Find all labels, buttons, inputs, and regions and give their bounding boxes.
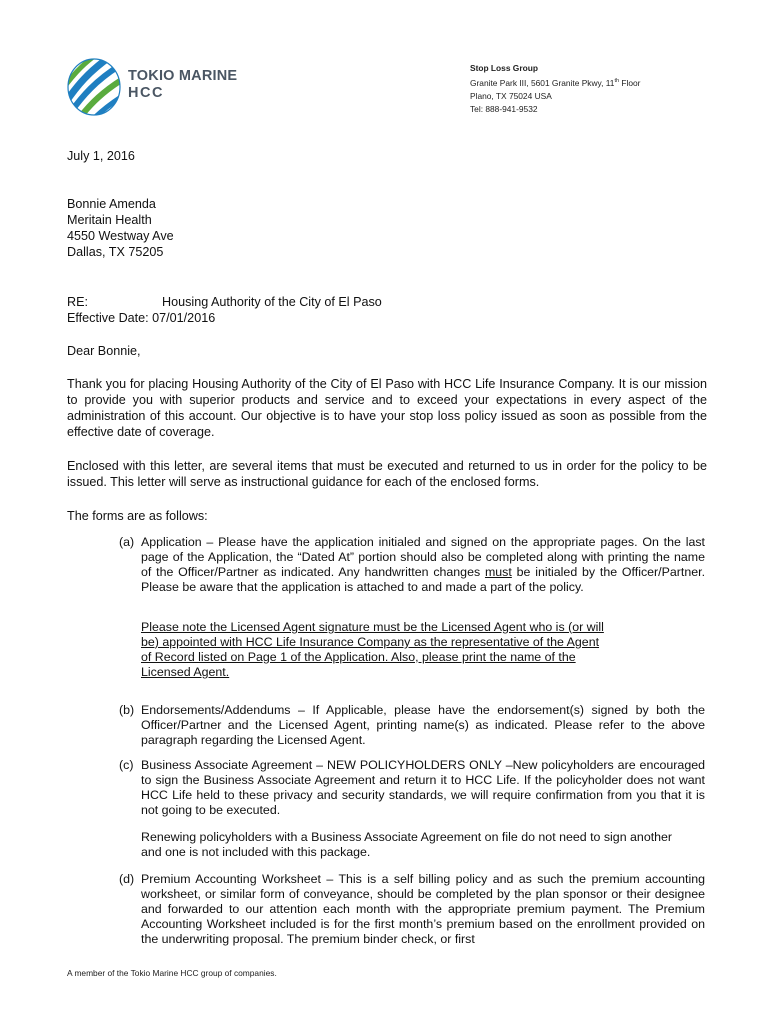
recipient-company: Meritain Health (67, 213, 152, 227)
return-address-group: Stop Loss Group (470, 63, 538, 73)
item-text-start: Application – Please have the application initialed and signed on the appropriate pages. On the last page of the Application, the “Dated At” portion should also be completed along with printing the name of the Officer/Partner as indicated. Any handwritten changes (141, 535, 705, 579)
effective-date-label: Effective Date: (67, 311, 149, 325)
item-text-emphasis: must (484, 565, 512, 579)
return-address-phone: Tel: 888-941-9532 (470, 103, 538, 114)
item-marker: (b) (119, 703, 135, 717)
item-marker: (a) (119, 535, 135, 549)
forms-intro: The forms are as follows: (67, 509, 208, 523)
effective-date-line (67, 310, 382, 326)
letter-date: July 1, 2016 (67, 149, 135, 163)
recipient-address (67, 196, 174, 260)
return-address-floor-suffix: th (614, 78, 620, 84)
intro-paragraph: Thank you for placing Housing Authority of the City of El Paso with HCC Life Insurance Company. It is our mission to provide you with superior products and service and to exceed your expectations in every aspect of the administration of this account. Our objective is to have your stop loss policy issued as soon as possible from the effective date of coverage. (67, 377, 707, 439)
recipient-street: 4550 Westway Ave (67, 229, 174, 243)
item-text: Premium Accounting Worksheet – This is a self billing policy and as such the premium accounting worksheet, or similar form of conveyance, should be completed by the plan sponsor or their designee and forwarded to our attention each month with the appropriate premium payment. The Premium Accounting Worksheet included is for the first month’s premium based on the enrollment provided on the underwriting proposal. The premium binder check, or first (141, 872, 705, 946)
renewing-note (141, 830, 681, 860)
item-marker: (c) (119, 758, 134, 772)
return-address-line1-main: Granite Park III, 5601 Granite Pkwy, 11 (470, 77, 615, 88)
form-item-premium-worksheet (119, 872, 705, 947)
item-marker: (d) (119, 872, 135, 886)
globe-logo-icon (66, 56, 124, 118)
item-text (141, 535, 705, 595)
form-item-application (119, 535, 705, 595)
re-label: RE: (67, 295, 88, 309)
item-text-end: be initialed by the Officer/Partner. Please be aware that the application is attached to and made a part of the policy. (141, 565, 706, 594)
enclosure-paragraph: Enclosed with this letter, are several items that must be executed and returned to us in order for the policy to be issued. This letter will serve as instructional guidance for each of the enclosed forms. (67, 459, 707, 489)
form-item-business-associate (119, 758, 705, 818)
recipient-name: Bonnie Amenda (67, 197, 156, 211)
item-text: Business Associate Agreement – NEW POLICYHOLDERS ONLY –New policyholders are encouraged to sign the Business Associate Agreement and return it to HCC Life. If the policyholder does not want HCC Life held to these privacy and security standards, we will require confirmation from you that it is not going to be executed. (141, 758, 705, 817)
logo-text-line2: HCC (128, 85, 164, 101)
return-address-line2: Plano, TX 75024 USA (470, 90, 552, 101)
return-address-line1-end: Floor (619, 77, 641, 88)
re-line (67, 294, 382, 310)
re-value: Housing Authority of the City of El Paso (162, 295, 382, 309)
licensed-agent-note: Please note the Licensed Agent signature must be the Licensed Agent who is (or will be) appointed with HCC Life Insurance Company as the representative of the Agent of Record listed on Page 1 of the Application. Also, please print the name of the Licensed Agent. (141, 620, 604, 679)
page-footer: A member of the Tokio Marine HCC group of companies. (67, 968, 277, 978)
renewing-text: Renewing policyholders with a Business Associate Agreement on file do not need to sign another and one is not included with this package. (141, 830, 673, 859)
recipient-city: Dallas, TX 75205 (67, 245, 164, 259)
company-logo (66, 56, 241, 124)
greeting: Dear Bonnie, (67, 344, 141, 358)
return-address-line1 (470, 75, 640, 90)
form-item-endorsements (119, 703, 705, 748)
effective-date-value: 07/01/2016 (152, 311, 216, 325)
logo-text-line1: TOKIO MARINE (128, 68, 238, 84)
reference-block (67, 294, 382, 326)
item-text: Endorsements/Addendums – If Applicable, please have the endorsement(s) signed by both the Officer/Partner and the Licensed Agent, printing name(s) as indicated. Please refer to the above paragraph regarding the Licensed Agent. (141, 703, 705, 747)
return-address (470, 62, 640, 116)
